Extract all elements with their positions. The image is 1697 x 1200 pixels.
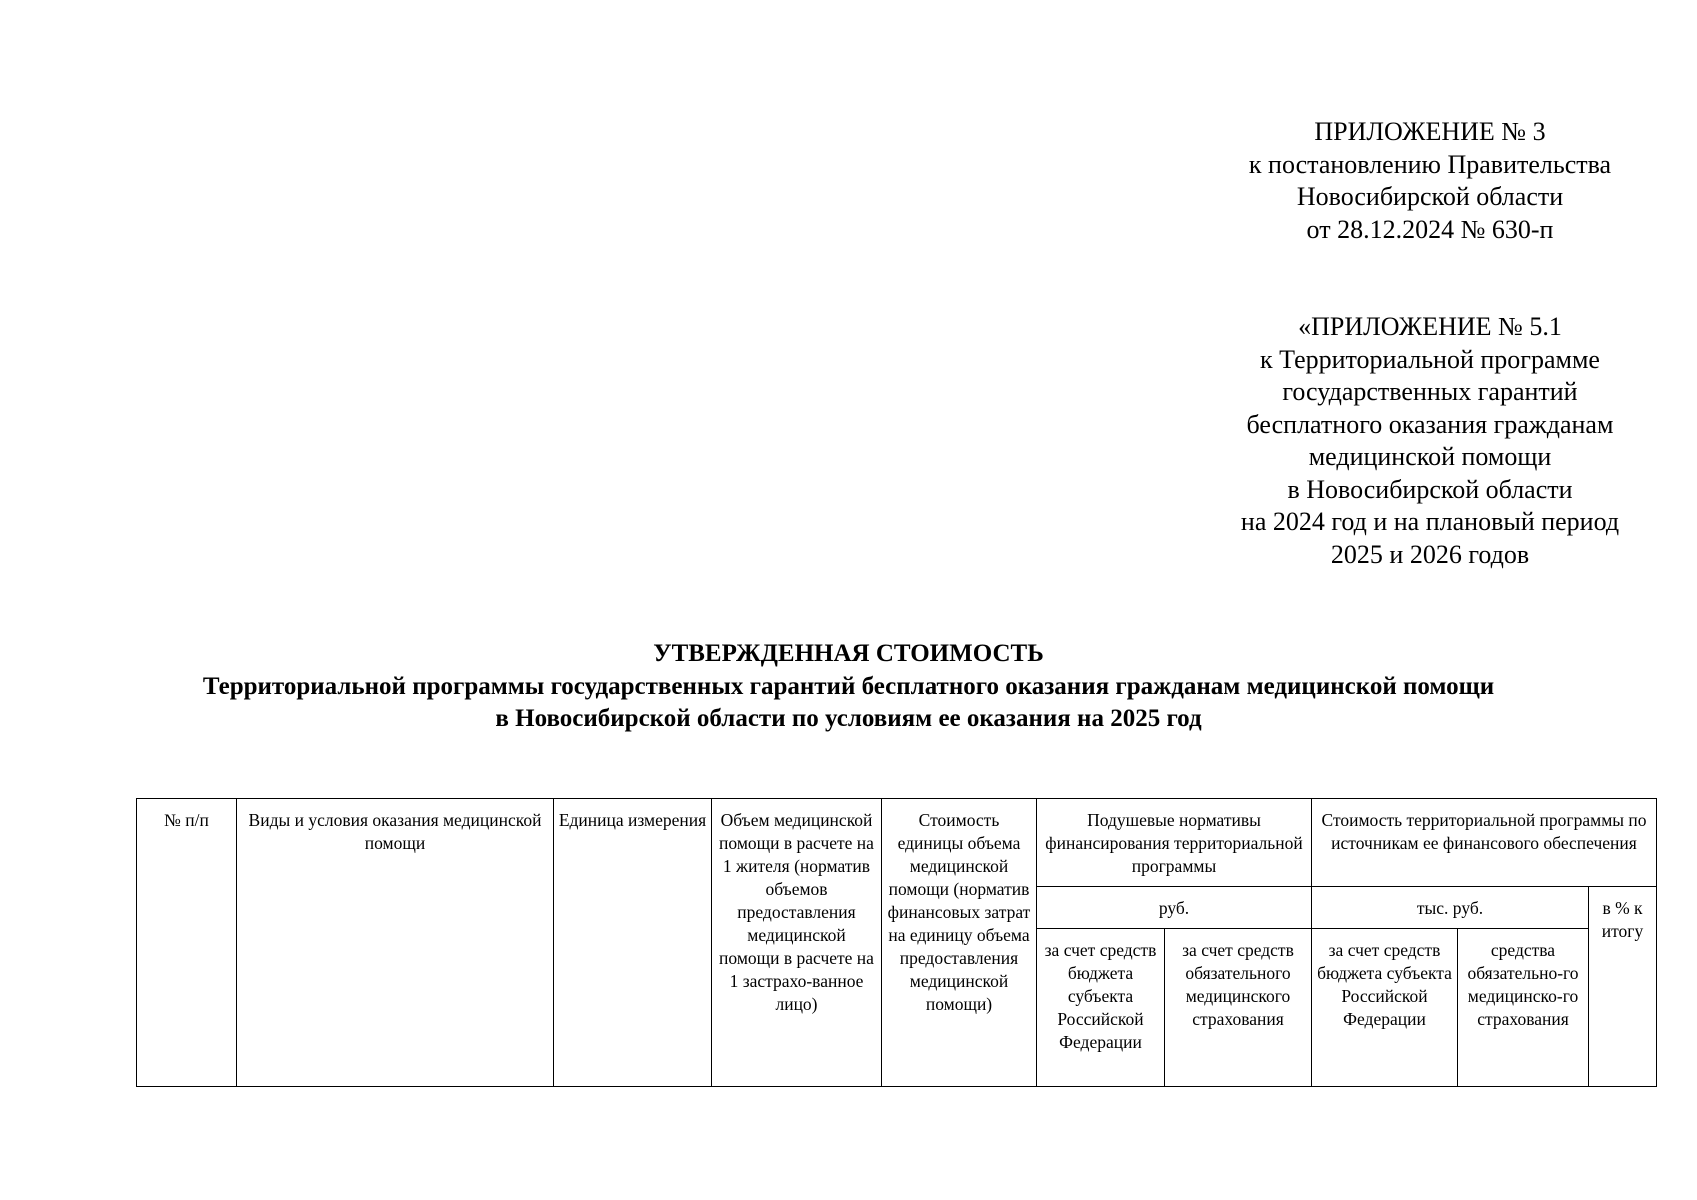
- header-types: Виды и условия оказания медицинской помощи: [237, 799, 554, 1087]
- appendix-5-1-line: к Территориальной программе: [1260, 344, 1600, 374]
- appendix-5-1-block: [1180, 311, 1680, 571]
- header-program-cost: Стоимость территориальной программы по источникам ее финансового обеспечения: [1312, 799, 1657, 887]
- appendix-5-1-line: бесплатного оказания гражданам: [1246, 409, 1614, 439]
- cost-table: [136, 798, 1657, 1087]
- appendix-3-block: [1180, 116, 1680, 246]
- header-oms-1: за счет средств обязательного медицинского страхования: [1165, 929, 1312, 1087]
- appendix-5-1-line: 2025 и 2026 годов: [1330, 539, 1530, 569]
- appendix-5-1-title: «ПРИЛОЖЕНИЕ № 5.1: [1298, 312, 1562, 341]
- header-unit: Единица измерения: [554, 799, 712, 1087]
- document-subtitle: в Новосибирской области по условиям ее оказания на 2025 год: [495, 705, 1202, 732]
- appendix-5-1-line: медицинской помощи: [1308, 442, 1552, 471]
- header-thousand-rub: тыс. руб.: [1312, 887, 1589, 929]
- appendix-3-line: к постановлению Правительства: [1248, 149, 1612, 179]
- appendix-3-date: от 28.12.2024 № 630-п: [1306, 214, 1554, 244]
- appendix-5-1-line: в Новосибирской области: [1287, 474, 1573, 504]
- header-volume: Объем медицинской помощи в расчете на 1 жителя (норматив объемов предоставления медицинской помощи в расчете на 1 застрахо-ванное лицо): [712, 799, 882, 1087]
- header-budget-2: за счет средств бюджета субъекта Российской Федерации: [1312, 929, 1458, 1087]
- header-oms-2: средства обязательно-го медицинско-го страхования: [1458, 929, 1589, 1087]
- document-subtitle: Территориальной программы государственных гарантий бесплатного оказания гражданам медицинской помощи: [202, 673, 1495, 700]
- header-unit-cost: Стоимость единицы объема медицинской помощи (норматив финансовых затрат на единицу объема предоставления медицинской помощи): [882, 799, 1037, 1087]
- appendix-3-line: Новосибирской области: [1296, 182, 1564, 211]
- appendix-5-1-line: на 2024 год и на плановый период: [1240, 507, 1620, 536]
- appendix-5-1-line: государственных гарантий: [1282, 377, 1578, 406]
- header-percent: в % к итогу: [1589, 887, 1657, 1087]
- header-rub: руб.: [1037, 887, 1312, 929]
- header-per-capita: Подушевые нормативы финансирования территориальной программы: [1037, 799, 1312, 887]
- header-num: № п/п: [137, 799, 237, 1087]
- appendix-3-title: ПРИЛОЖЕНИЕ № 3: [1314, 117, 1546, 146]
- document-title: УТВЕРЖДЕННАЯ СТОИМОСТЬ: [653, 640, 1044, 667]
- header-budget-1: за счет средств бюджета субъекта Российской Федерации: [1037, 929, 1165, 1087]
